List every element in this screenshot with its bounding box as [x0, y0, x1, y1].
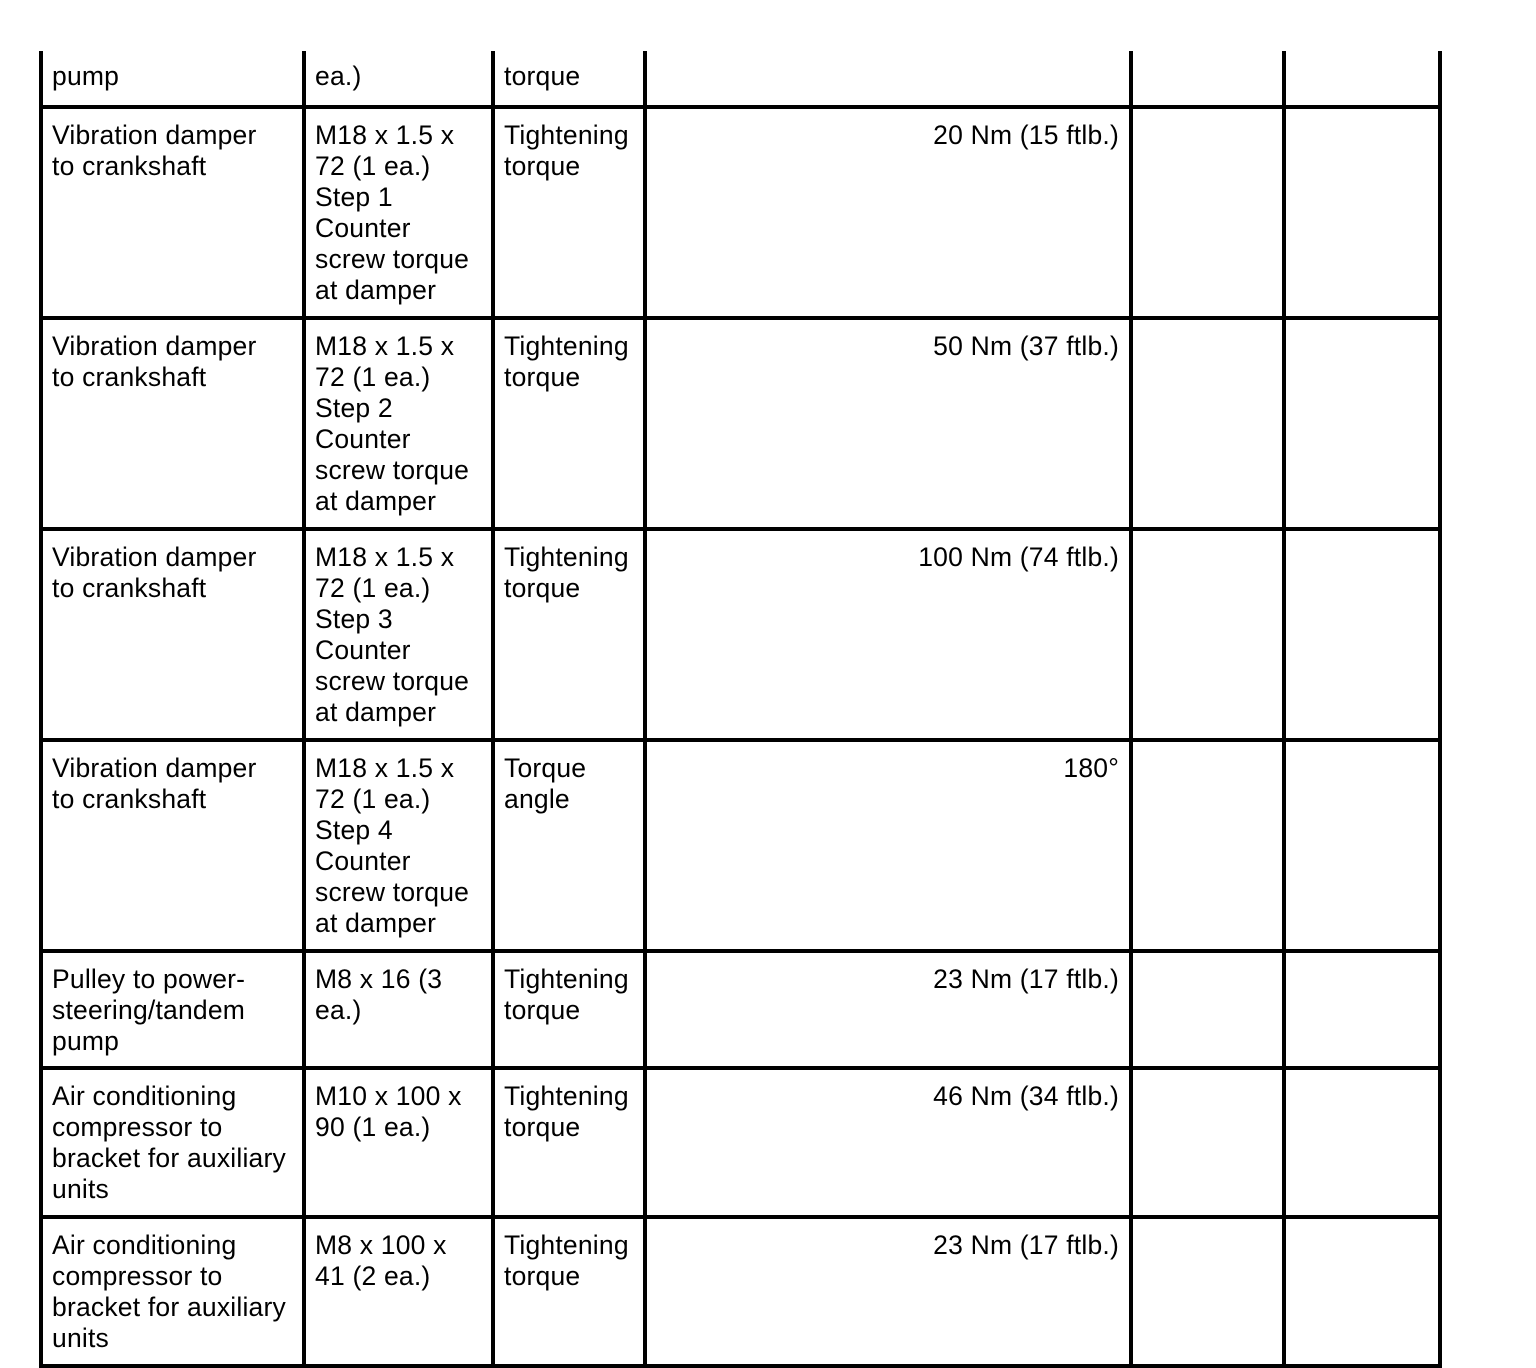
component-cell: Air conditioning compressor to bracket for auxiliary units: [41, 1217, 304, 1366]
extra-cell-1: [1131, 740, 1284, 951]
type-cell: torque: [493, 51, 645, 107]
value-cell: 180°: [645, 740, 1131, 951]
fastener-cell: M18 x 1.5 x 72 (1 ea.) Step 4 Counter screw torque at damper: [304, 740, 493, 951]
value-cell: 23 Nm (17 ftlb.): [645, 1217, 1131, 1366]
fastener-cell: M8 x 100 x 41 (2 ea.): [304, 1217, 493, 1366]
torque-spec-table: [39, 51, 1442, 1368]
type-cell: Tightening torque: [493, 318, 645, 529]
component-cell: Vibration damper to crankshaft: [41, 740, 304, 951]
table-row: [41, 1068, 1440, 1217]
extra-cell-2: [1284, 51, 1440, 107]
table-row: [41, 951, 1440, 1068]
table-row: [41, 529, 1440, 740]
extra-cell-2: [1284, 740, 1440, 951]
component-cell: pump: [41, 51, 304, 107]
extra-cell-1: [1131, 529, 1284, 740]
type-cell: Tightening torque: [493, 951, 645, 1068]
value-cell: 100 Nm (74 ftlb.): [645, 529, 1131, 740]
value-cell: 50 Nm (37 ftlb.): [645, 318, 1131, 529]
value-cell: 23 Nm (17 ftlb.): [645, 951, 1131, 1068]
fastener-cell: M8 x 16 (3 ea.): [304, 951, 493, 1068]
value-cell: 20 Nm (15 ftlb.): [645, 107, 1131, 318]
table-row: [41, 740, 1440, 951]
extra-cell-2: [1284, 318, 1440, 529]
component-cell: Vibration damper to crankshaft: [41, 107, 304, 318]
fastener-cell: ea.): [304, 51, 493, 107]
type-cell: Tightening torque: [493, 1068, 645, 1217]
fastener-cell: M18 x 1.5 x 72 (1 ea.) Step 1 Counter screw torque at damper: [304, 107, 493, 318]
table-row: [41, 107, 1440, 318]
value-cell: 46 Nm (34 ftlb.): [645, 1068, 1131, 1217]
component-cell: Vibration damper to crankshaft: [41, 529, 304, 740]
extra-cell-1: [1131, 951, 1284, 1068]
table-row: [41, 318, 1440, 529]
extra-cell-2: [1284, 1217, 1440, 1366]
table-row: [41, 51, 1440, 107]
extra-cell-1: [1131, 51, 1284, 107]
value-cell: [645, 51, 1131, 107]
component-cell: Pulley to power- steering/tandem pump: [41, 951, 304, 1068]
fastener-cell: M10 x 100 x 90 (1 ea.): [304, 1068, 493, 1217]
fastener-cell: M18 x 1.5 x 72 (1 ea.) Step 3 Counter screw torque at damper: [304, 529, 493, 740]
extra-cell-2: [1284, 529, 1440, 740]
extra-cell-2: [1284, 951, 1440, 1068]
extra-cell-1: [1131, 1068, 1284, 1217]
type-cell: Torque angle: [493, 740, 645, 951]
fastener-cell: M18 x 1.5 x 72 (1 ea.) Step 2 Counter screw torque at damper: [304, 318, 493, 529]
component-cell: Vibration damper to crankshaft: [41, 318, 304, 529]
type-cell: Tightening torque: [493, 107, 645, 318]
type-cell: Tightening torque: [493, 529, 645, 740]
extra-cell-1: [1131, 1217, 1284, 1366]
table-row: [41, 1217, 1440, 1366]
extra-cell-1: [1131, 318, 1284, 529]
component-cell: Air conditioning compressor to bracket for auxiliary units: [41, 1068, 304, 1217]
extra-cell-2: [1284, 1068, 1440, 1217]
extra-cell-1: [1131, 107, 1284, 318]
extra-cell-2: [1284, 107, 1440, 318]
type-cell: Tightening torque: [493, 1217, 645, 1366]
